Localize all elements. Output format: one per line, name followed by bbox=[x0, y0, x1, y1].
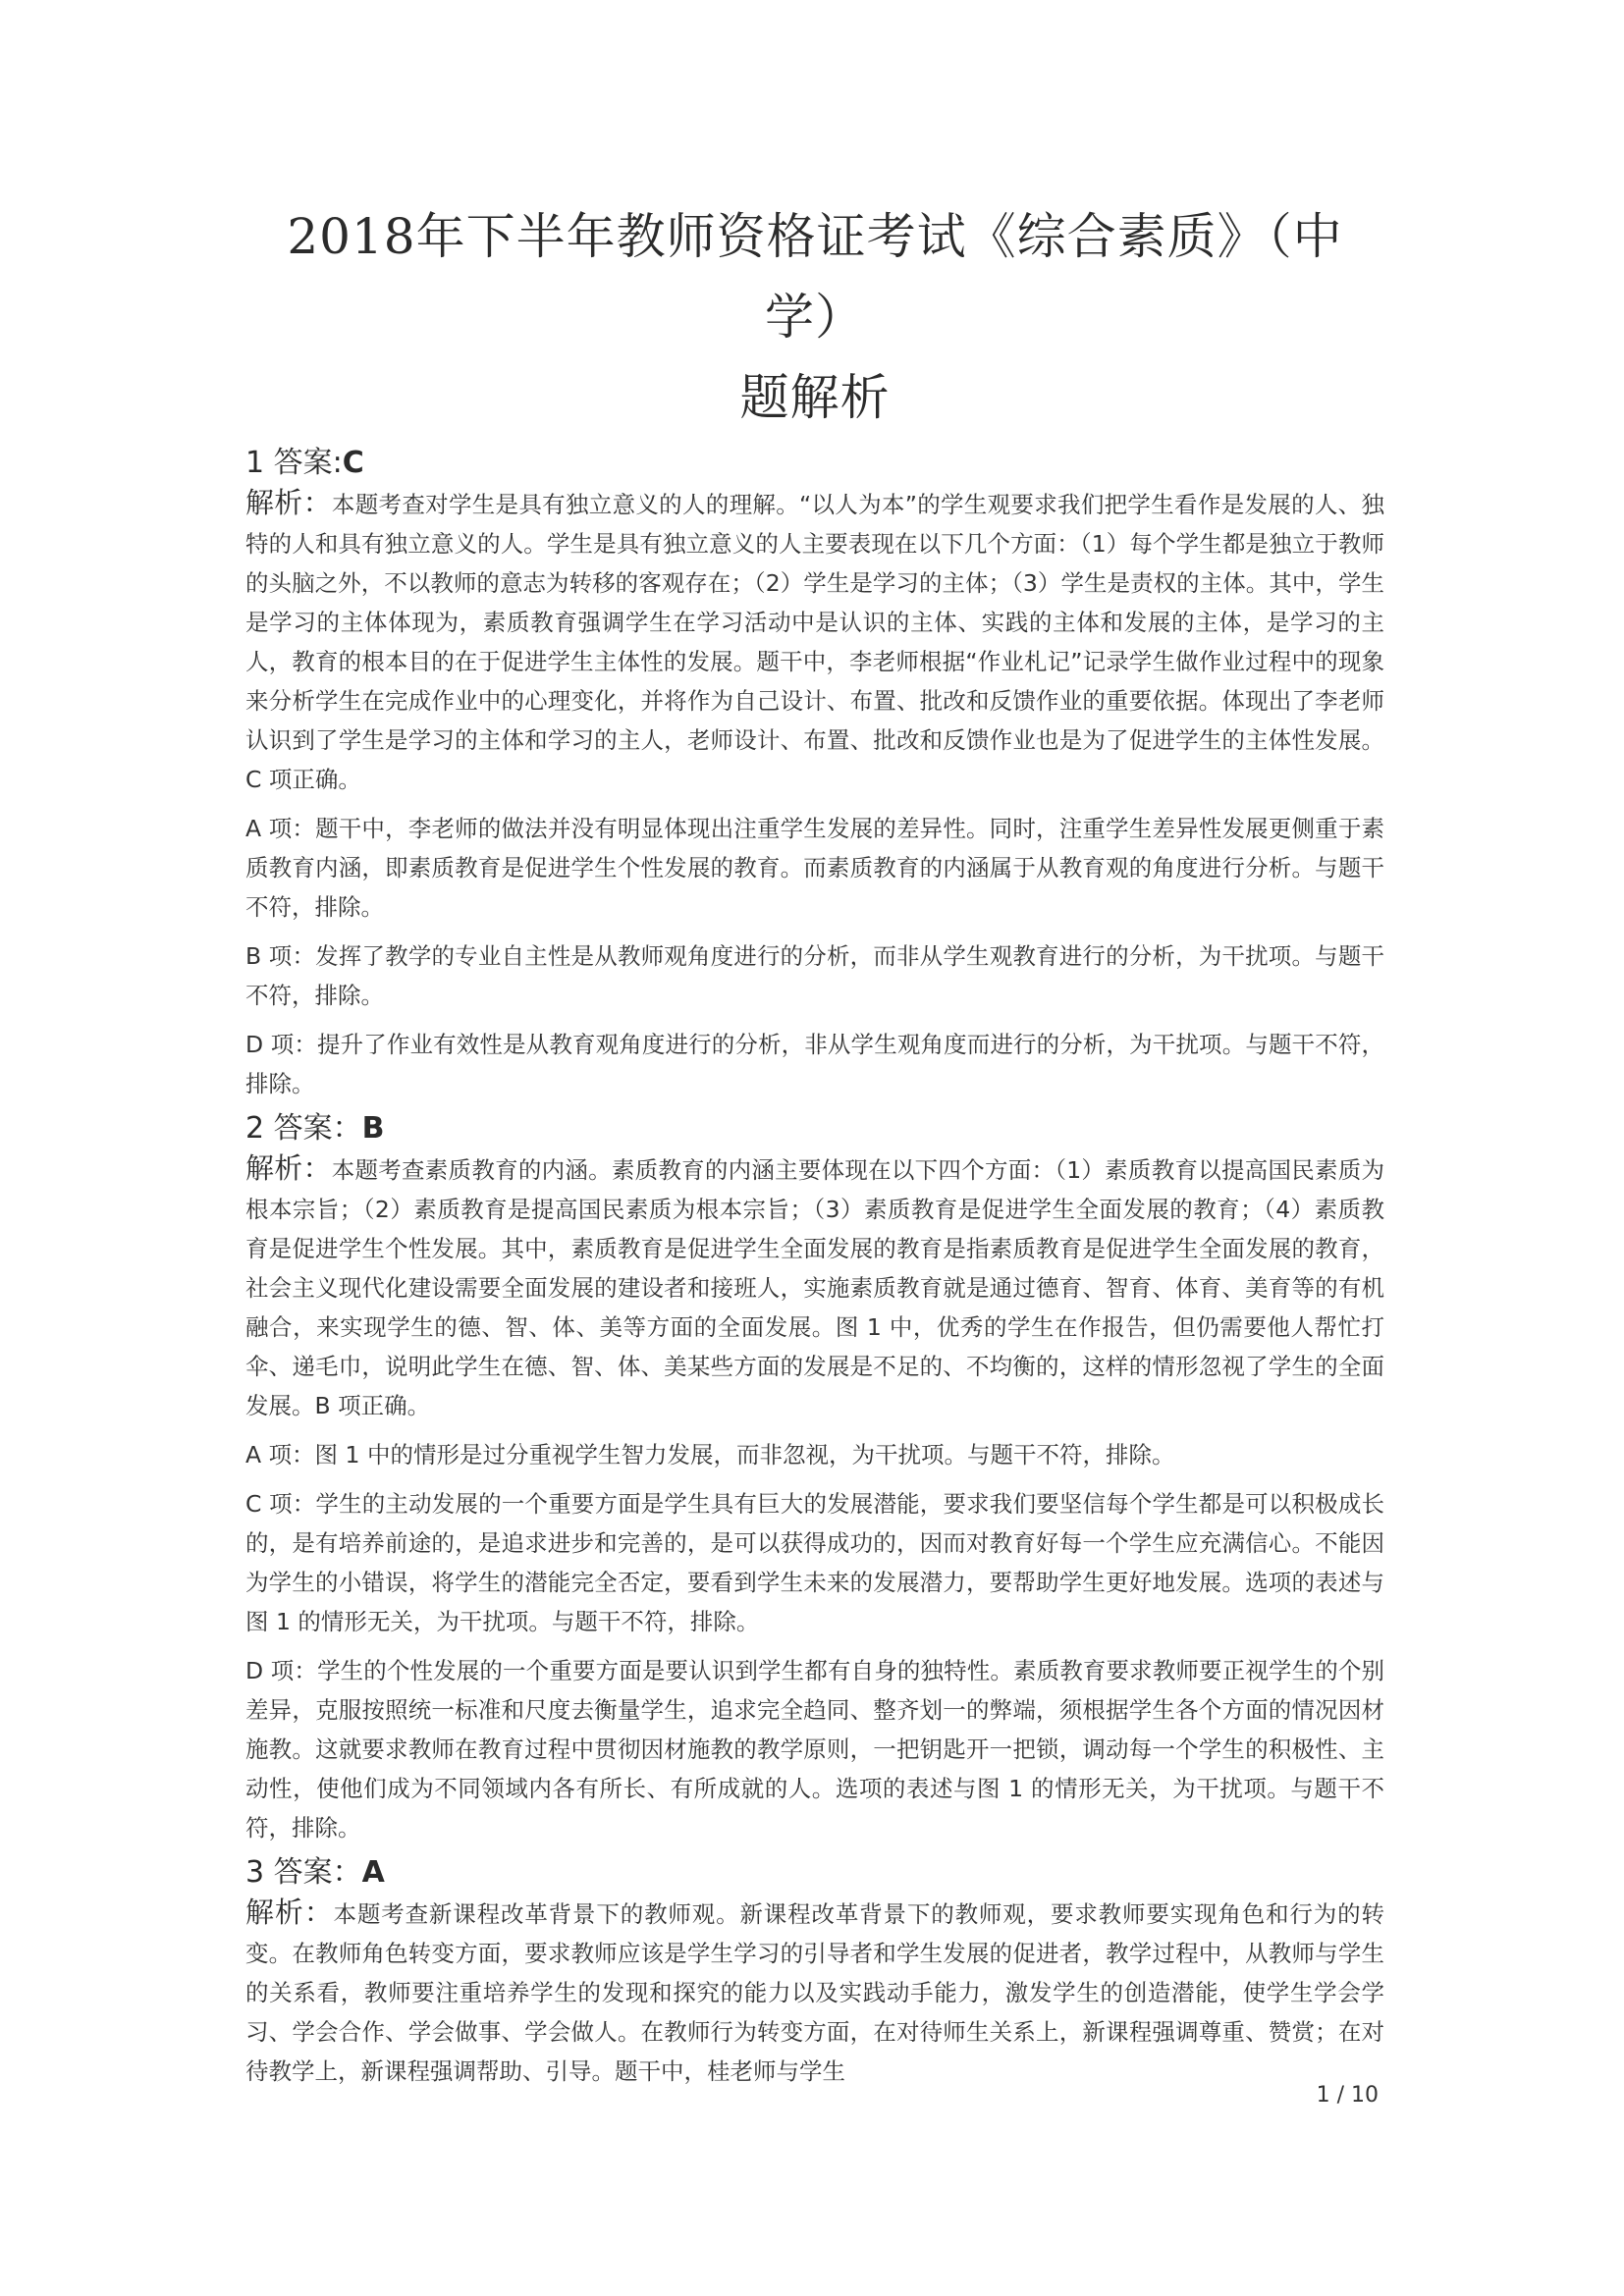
question-number: 1 bbox=[245, 446, 265, 480]
option-letter: A bbox=[245, 1441, 262, 1468]
question-number: 3 bbox=[245, 1855, 265, 1890]
answer-label: 答案： bbox=[273, 1111, 362, 1146]
analysis-label: 解析： bbox=[245, 1896, 334, 1929]
option-letter: D bbox=[245, 1031, 264, 1058]
question-2-answer-heading bbox=[245, 1109, 1384, 1148]
question-1-analysis bbox=[245, 483, 1384, 799]
option-letter: A bbox=[245, 815, 262, 842]
question-2-option-d bbox=[245, 1651, 1384, 1847]
question-1-section bbox=[245, 444, 1384, 1103]
question-2-section bbox=[245, 1109, 1384, 1847]
option-text: 项：学生的个性发展的一个重要方面是要认识到学生都有自身的独特性。素质教育要求教师要正视学生的个别差异，克服按照统一标准和尺度去衡量学生，追求完全趋同、整齐划一的弊端，须根据学生各个方面的情况因材施教。这就要求教师在教育过程中贯彻因材施教的教学原则，一把钥匙开一把锁，调动每一个学生的积极性、主动性，使他们成为不同领域内各有所长、有所成就的人。选项的表述与图 1 的情形无关，为干扰项。与题干不符，排除。 bbox=[245, 1657, 1384, 1842]
document-page bbox=[245, 196, 1384, 2091]
analysis-text: 本题考查对学生是具有独立意义的人的理解。“以人为本”的学生观要求我们把学生看作是发展的人、独特的人和具有独立意义的人。学生是具有独立意义的人主要表现在以下几个方面：（1）每个学生都是独立于教师的头脑之外，不以教师的意志为转移的客观存在；（2）学生是学习的主体；（3）学生是责权的主体。其中，学生是学习的主体体现为，素质教育强调学生在学习活动中是认识的主体、实践的主体和发展的主体，是学习的主人，教育的根本目的在于促进学生主体性的发展。题干中，李老师根据“作业札记”记录学生做作业过程中的现象来分析学生在完成作业中的心理变化，并将作为自己设计、布置、批改和反馈作业的重要依据。体现出了李老师认识到了学生是学习的主体和学习的主人，老师设计、布置、批改和反馈作业也是为了促进学生的主体性发展。C 项正确。 bbox=[245, 491, 1384, 793]
answer-label: 答案: bbox=[273, 446, 343, 480]
analysis-label: 解析： bbox=[245, 1151, 332, 1185]
option-text: 项：图 1 中的情形是过分重视学生智力发展，而非忽视，为干扰项。与题干不符，排除。 bbox=[268, 1441, 1175, 1468]
question-1-option-a bbox=[245, 809, 1384, 927]
answer-value: A bbox=[361, 1855, 385, 1890]
option-text: 项：题干中，李老师的做法并没有明显体现出注重学生发展的差异性。同时，注重学生差异性发展更侧重于素质教育内涵，即素质教育是促进学生个性发展的教育。而素质教育的内涵属于从教育观的角度进行分析。与题干不符，排除。 bbox=[245, 815, 1384, 921]
analysis-text: 本题考查素质教育的内涵。素质教育的内涵主要体现在以下四个方面：（1）素质教育以提高国民素质为根本宗旨；（2）素质教育是提高国民素质为根本宗旨；（3）素质教育是促进学生全面发展的教育；（4）素质教育是促进学生个性发展。其中，素质教育是促进学生全面发展的教育是指素质教育是促进学生全面发展的教育，社会主义现代化建设需要全面发展的建设者和接班人，实施素质教育就是通过德育、智育、体育、美育等的有机融合，来实现学生的德、智、体、美等方面的全面发展。图 1 中，优秀的学生在作报告，但仍需要他人帮忙打伞、递毛巾，说明此学生在德、智、体、美某些方面的发展是不足的、不均衡的，这样的情形忽视了学生的全面发展。B 项正确。 bbox=[245, 1156, 1384, 1419]
page-number: 1 / 10 bbox=[1316, 2083, 1379, 2108]
option-text: 项：发挥了教学的专业自主性是从教师观角度进行的分析，而非从学生观教育进行的分析，为干扰项。与题干不符，排除。 bbox=[245, 942, 1384, 1009]
option-text: 项：提升了作业有效性是从教育观角度进行的分析，非从学生观角度而进行的分析，为干扰项。与题干不符，排除。 bbox=[245, 1031, 1384, 1097]
question-3-answer-heading bbox=[245, 1853, 1384, 1893]
analysis-label: 解析： bbox=[245, 486, 332, 519]
question-1-answer-heading bbox=[245, 444, 1384, 483]
question-2-analysis bbox=[245, 1148, 1384, 1425]
question-number: 2 bbox=[245, 1111, 265, 1146]
question-2-option-a bbox=[245, 1435, 1384, 1474]
document-title-line1: 2018年下半年教师资格证考试《综合素质》（中学） bbox=[287, 208, 1343, 346]
question-3-analysis bbox=[245, 1893, 1384, 2091]
question-1-option-b bbox=[245, 936, 1384, 1015]
option-text: 项：学生的主动发展的一个重要方面是学生具有巨大的发展潜能，要求我们要坚信每个学生都是可以积极成长的，是有培养前途的，是追求进步和完善的，是可以获得成功的，因而对教育好每一个学生应充满信心。不能因为学生的小错误，将学生的潜能完全否定，要看到学生未来的发展潜力，要帮助学生更好地发展。选项的表述与图 1 的情形无关，为干扰项。与题干不符，排除。 bbox=[245, 1490, 1384, 1635]
option-letter: C bbox=[245, 1490, 262, 1518]
answer-label: 答案： bbox=[273, 1855, 362, 1890]
document-title-line2: 题解析 bbox=[739, 369, 891, 426]
analysis-text: 本题考查新课程改革背景下的教师观。新课程改革背景下的教师观，要求教师要实现角色和行为的转变。在教师角色转变方面，要求教师应该是学生学习的引导者和学生发展的促进者，教学过程中，从教师与学生的关系看，教师要注重培养学生的发现和探究的能力以及实践动手能力，激发学生的创造潜能，使学生学会学习、学会合作、学会做事、学会做人。在教师行为转变方面，在对待师生关系上，新课程强调尊重、赞赏；在对待教学上，新课程强调帮助、引导。题干中，桂老师与学生 bbox=[245, 1900, 1384, 2085]
option-letter: D bbox=[245, 1657, 264, 1684]
question-2-option-c bbox=[245, 1484, 1384, 1641]
question-1-option-d bbox=[245, 1025, 1384, 1103]
answer-value: B bbox=[361, 1111, 385, 1146]
option-letter: B bbox=[245, 942, 262, 970]
question-3-section bbox=[245, 1853, 1384, 2091]
document-title bbox=[245, 196, 1384, 438]
answer-value: C bbox=[342, 446, 364, 480]
